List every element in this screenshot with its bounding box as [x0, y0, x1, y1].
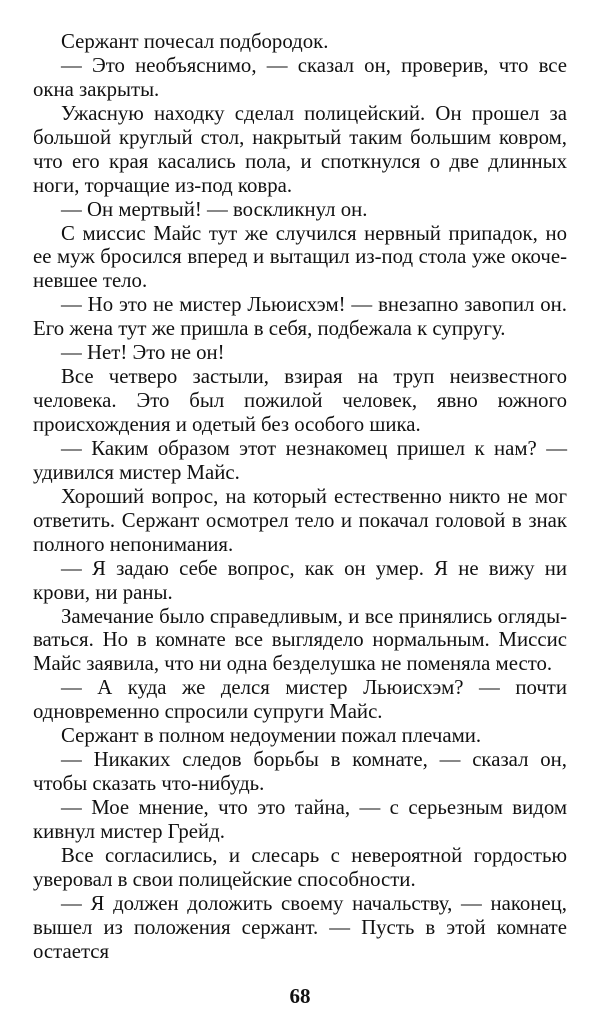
paragraph-16: — Мое мнение, что это тайна, — с серьезным видом кивнул мистер Грейд. [33, 796, 567, 843]
book-page-text [33, 30, 567, 964]
paragraph-8: Все четверо застыли, взирая на труп неизвестного человека. Это был пожилой человек, явно южного происхождения и одетый без особого шика. [33, 365, 567, 436]
paragraph-1: Сержант почесал подбородок. [61, 30, 329, 53]
paragraph-13: — А куда же делся мистер Льюисхэм? — почти одновременно спросили супруги Майс. [33, 676, 567, 724]
paragraph-3: Ужасную находку сделал полицейский. Он прошел за большой круглый стол, накрытый таким большим ковром, что его края касались пола, и споткнулся о две длинных ноги, торчащие из-под ковра. [33, 101, 567, 197]
paragraph-5: С миссис Майс тут же случился нервный припадок, но ее муж бросился вперед и вытащил из-под стола уже окоченевшее тело. [33, 221, 567, 293]
paragraph-2: — Это необъяснимо, — сказал он, проверив, что все окна закрыты. [33, 53, 567, 101]
paragraph-11: — Я задаю себе вопрос, как он умер. Я не вижу ни крови, ни раны. [33, 556, 567, 604]
paragraph-7: — Нет! Это не он! [61, 341, 225, 365]
paragraph-17: Все согласились, и слесарь с невероятной гордостью уверовал в свои полицейские способности. [33, 843, 567, 891]
paragraph-9: — Каким образом этот незнакомец пришел к нам? — удивился мистер Майс. [33, 436, 567, 484]
paragraph-10: Хороший вопрос, на который естественно никто не мог ответить. Сержант осмотрел тело и покачал головой в знак полного непонимания. [33, 484, 567, 556]
page-number: 68 [289, 984, 311, 1008]
paragraph-14: Сержант в полном недоумении пожал плечами. [61, 724, 482, 748]
paragraph-4: — Он мертвый! — воскликнул он. [61, 197, 368, 221]
paragraph-18: — Я должен доложить своему начальству, — наконец, вышел из положения сержант. — Пусть в этой комнате остается [33, 891, 567, 963]
paragraph-12: Замечание было справедливым, и все принялись оглядываться. Но в комнате все выглядело нормальным. Миссис Майс заявила, что ни одна безделушка не поменяла место. [33, 604, 567, 676]
paragraph-15: — Никаких следов борьбы в комнате, — сказал он, чтобы сказать что-нибудь. [33, 748, 567, 796]
paragraph-6: — Но это не мистер Льюисхэм! — внезапно завопил он. Его жена тут же пришла в себя, подбежала к супругу. [33, 293, 567, 341]
